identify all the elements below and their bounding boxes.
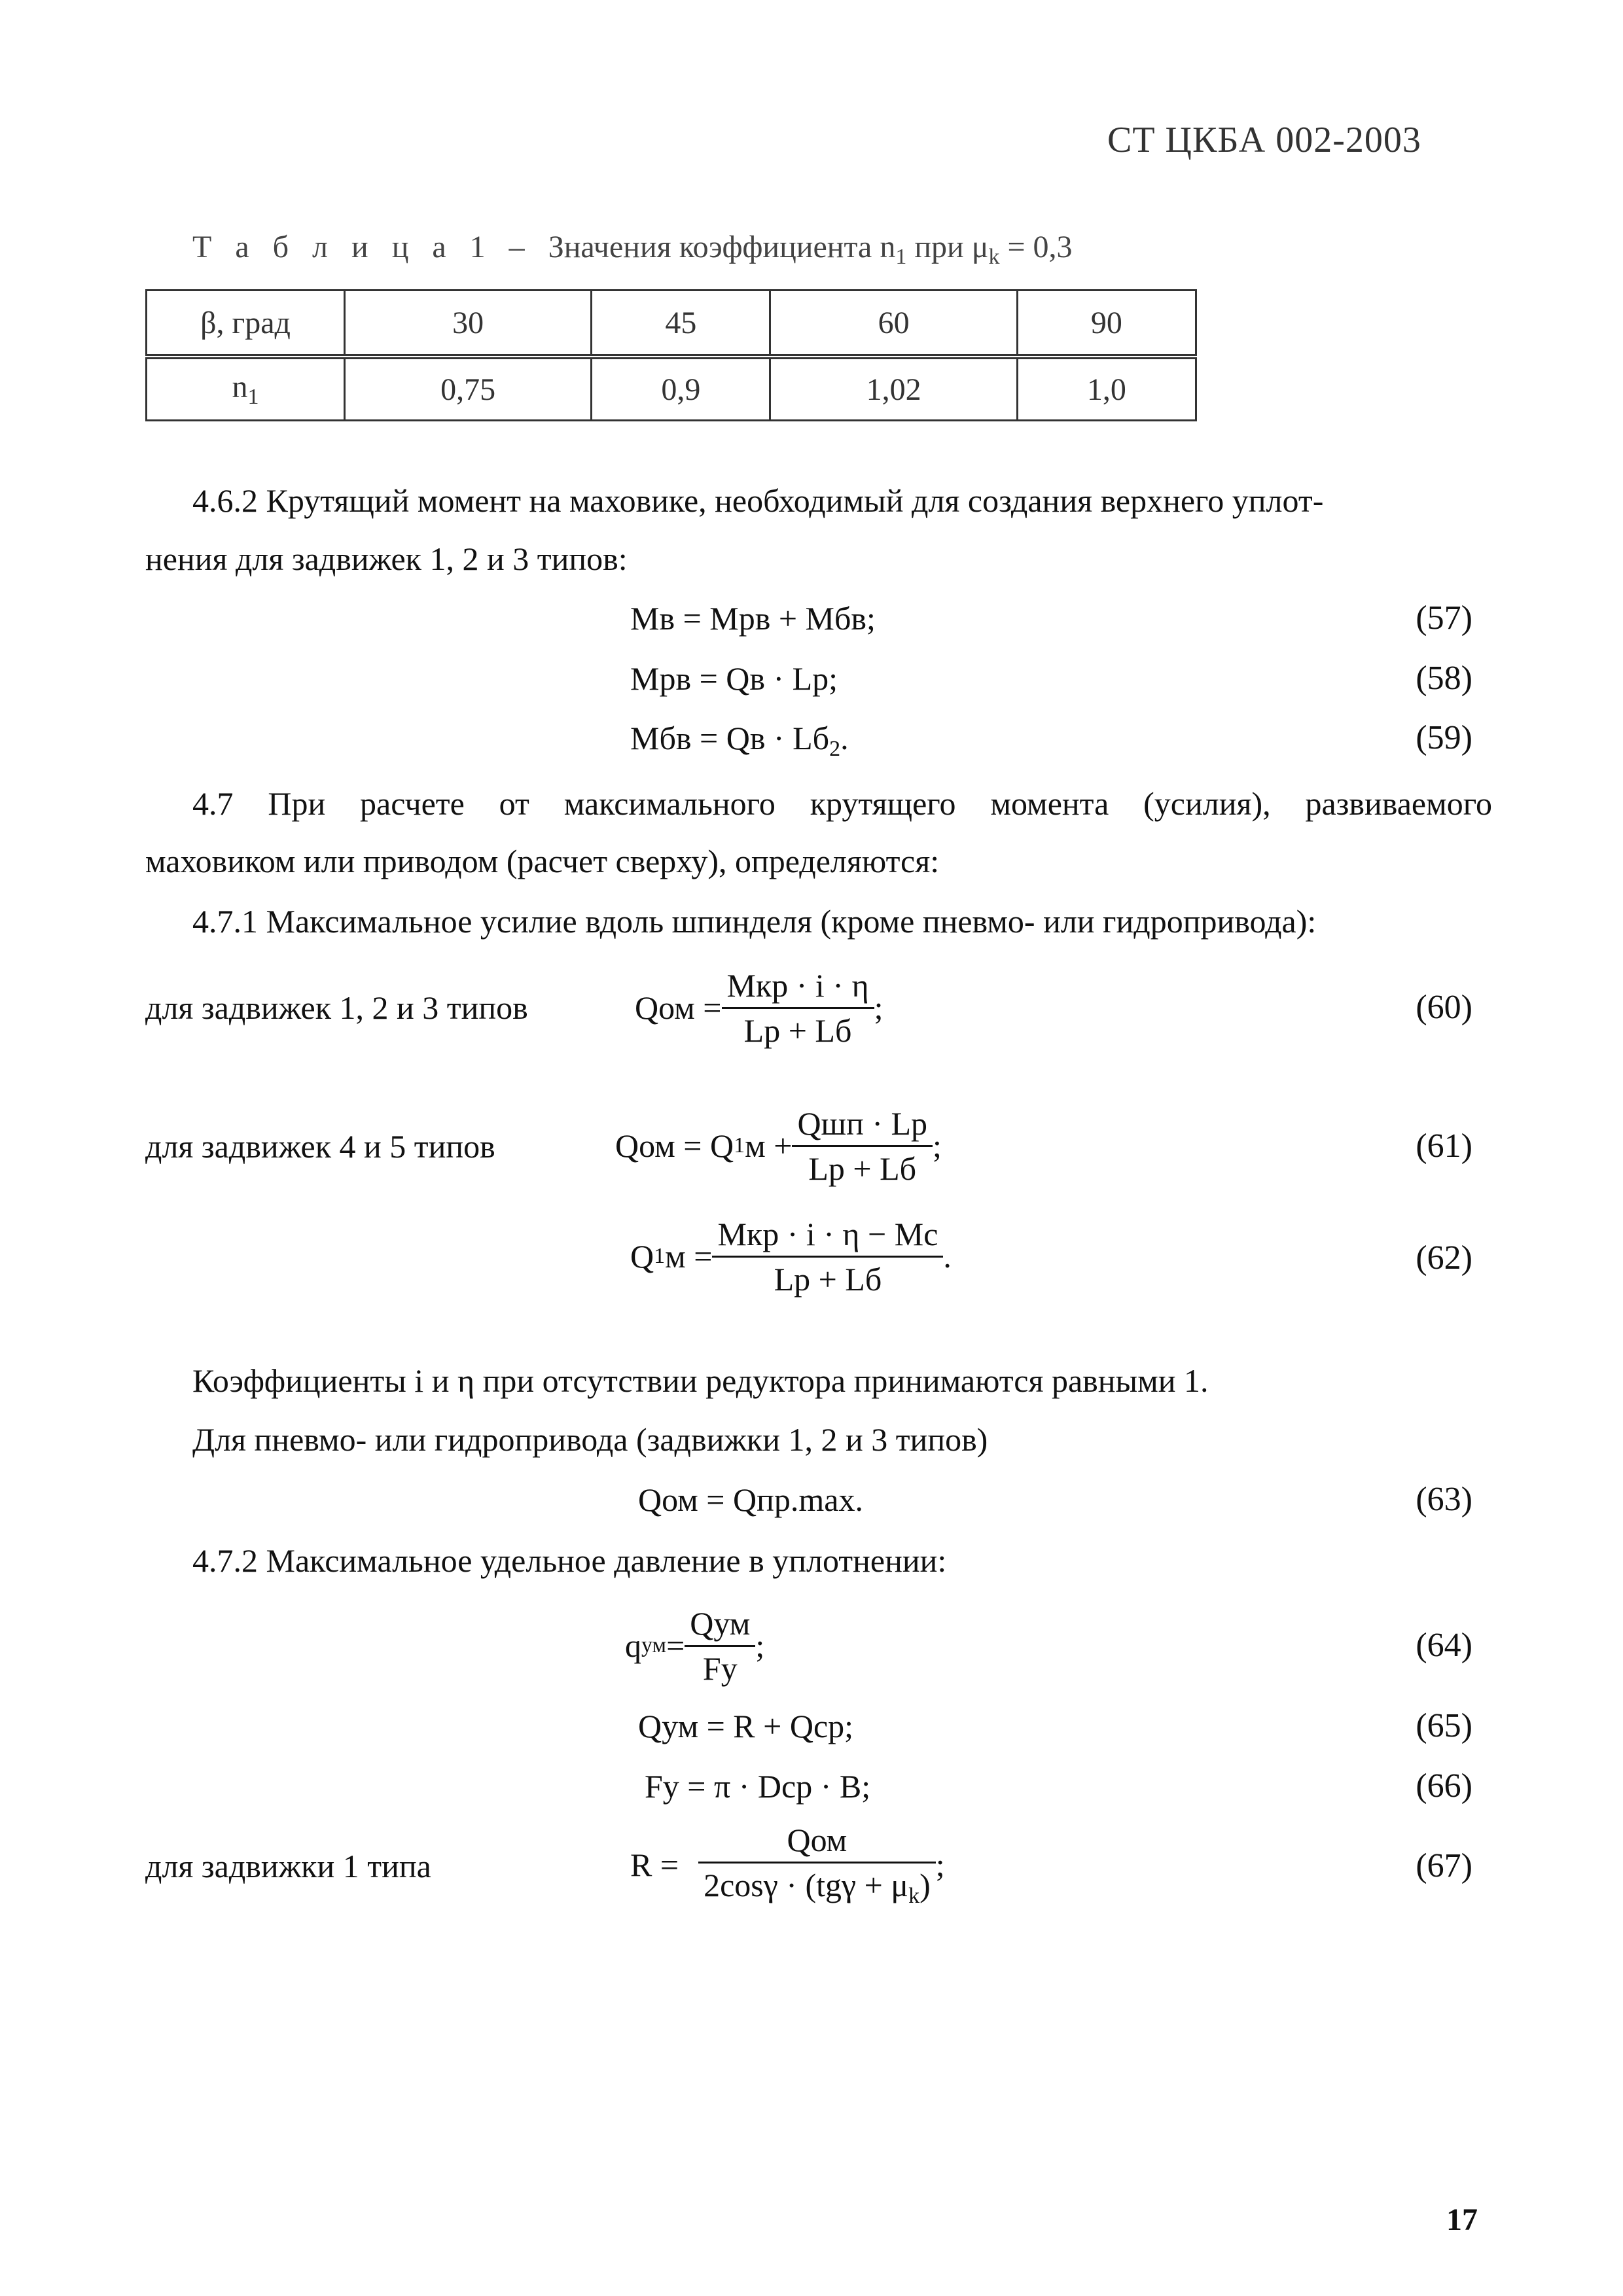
table-cell: 0,9 — [592, 357, 770, 421]
equation-number-63: (63) — [1416, 1481, 1472, 1518]
formula-61-label: для задвижек 4 и 5 типов — [145, 1128, 495, 1165]
document-code: СТ ЦКБА 002-2003 — [1107, 120, 1421, 160]
fraction: $\frac{\text{Мкр · i · η}}{Lр + Lб}$ — [722, 966, 874, 1050]
formula-64: q ум = $\frac{\text{Qум}}{Fy}$ ; — [625, 1604, 765, 1687]
equation-number-64: (64) — [1416, 1627, 1472, 1664]
formula-63: Qом = Qпр.max. — [638, 1481, 863, 1518]
paragraph-4-7-1: 4.7.1 Максимальное усилие вдоль шпинделя (кроме пневмо- или гидропривода): — [192, 903, 1317, 940]
equation-number-65: (65) — [1416, 1707, 1472, 1744]
note-coefficients: Коэффициенты i и η при отсутствии редуктора принимаются равными 1. — [192, 1362, 1209, 1399]
formula-67: R = $\frac{\text{Qом}}{2\cos\gamma \cdot (tg\gamma + \mu_k)}$ ; — [630, 1822, 945, 1908]
formula-57: Мв = Мрв + Мбв; — [630, 600, 876, 637]
table-row-n1 — [147, 357, 1196, 421]
table-cell: 45 — [592, 291, 770, 357]
paragraph-4-6-2-line1: 4.6.2 Крутящий момент на маховике, необходимый для создания верхнего уплот- — [192, 482, 1324, 519]
equation-number-66: (66) — [1416, 1767, 1472, 1805]
paragraph-4-6-2-line2: нения для задвижек 1, 2 и 3 типов: — [145, 540, 628, 577]
formula-67-label: для задвижки 1 типа — [145, 1848, 431, 1884]
equation-number-60: (60) — [1416, 989, 1472, 1026]
fraction: $\frac{\text{Qом}}{2\cos\gamma \cdot (tg\gamma + \mu_k)}$ — [698, 1821, 936, 1909]
fraction: $\frac{\text{Мкр · i · η − Мс}}{Lр + Lб}$ — [712, 1215, 943, 1298]
page-number: 17 — [1446, 2202, 1478, 2237]
equation-number-62: (62) — [1416, 1239, 1472, 1277]
table-cell: 60 — [770, 291, 1017, 357]
formula-60: Qом = $\frac{\text{Мкр · i · η}}{Lр + Lб}$ ; — [635, 966, 883, 1049]
paragraph-4-7-2: 4.7.2 Максимальное удельное давление в уплотнении: — [192, 1542, 947, 1579]
paragraph-4-7-line1: 4.7 При расчете от максимального крутящего момента (усилия), развиваемого — [192, 785, 1492, 822]
equation-number-61: (61) — [1416, 1127, 1472, 1165]
formula-61: Qом = Q 1 м + $\frac{\text{Qшп · Lр}}{Lр + Lб}$ ; — [615, 1104, 942, 1187]
table-cell: 90 — [1017, 291, 1196, 357]
formula-62: Q 1 м = $\frac{\text{Мкр · i · η − Мс}}{Lр + Lб}$ . — [630, 1215, 952, 1298]
paragraph-4-7-line2: маховиком или приводом (расчет сверху), определяются: — [145, 843, 940, 879]
note-pneumatic-drive: Для пневмо- или гидропривода (задвижки 1, 2 и 3 типов) — [192, 1421, 988, 1458]
coefficient-table — [145, 289, 1197, 421]
table-cell: 1,0 — [1017, 357, 1196, 421]
table-caption: Т а б л и ц а 1 – Значения коэффициента $n_1$ при $\mu_k = 0,3$ — [192, 230, 1073, 269]
equation-number-67: (67) — [1416, 1847, 1472, 1884]
table-cell: β, град — [147, 291, 345, 357]
formula-59: Мбв = Qв · $Lб_2$. — [630, 720, 849, 761]
formula-60-label: для задвижек 1, 2 и 3 типов — [145, 989, 528, 1026]
formula-58: Мрв = Qв · Lр; — [630, 660, 838, 697]
table-cell: 30 — [345, 291, 592, 357]
formula-65: Qум = R + Qср; — [638, 1708, 854, 1744]
fraction: $\frac{\text{Qшп · Lр}}{Lр + Lб}$ — [792, 1104, 933, 1188]
equation-number-57: (57) — [1416, 599, 1472, 637]
formula-66: Fy = π · Dср · B; — [645, 1768, 871, 1805]
equation-number-59: (59) — [1416, 719, 1472, 756]
table-cell: $n_1$ — [147, 357, 345, 421]
fraction: $\frac{\text{Qум}}{Fy}$ — [685, 1604, 755, 1687]
table-cell: 0,75 — [345, 357, 592, 421]
equation-number-58: (58) — [1416, 660, 1472, 697]
table-row-beta — [147, 291, 1196, 357]
table-cell: 1,02 — [770, 357, 1017, 421]
